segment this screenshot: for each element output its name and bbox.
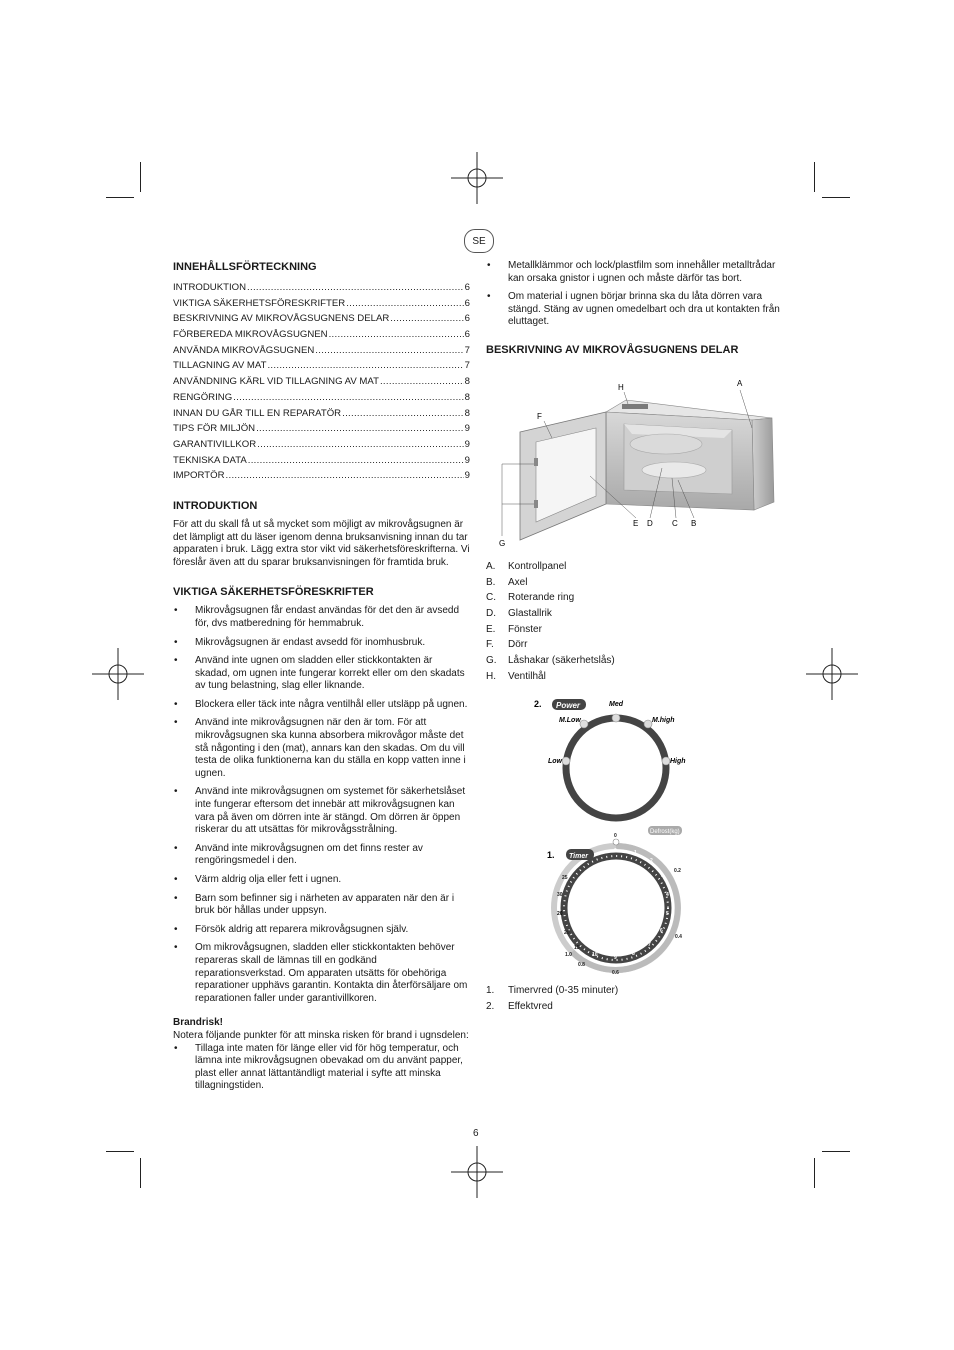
toc-entry[interactable]: IMPORTÖR ..... 9 [173,470,470,486]
power-level-mhigh: M.high [652,717,675,724]
timer-knob-title: Timer [569,853,588,860]
timer-knob [540,826,690,978]
safety-list-continued [486,260,786,329]
minute-mark: 20 [557,911,563,917]
parts-list [486,561,786,687]
microwave-illustration [494,376,784,552]
crop-mark [106,1151,134,1152]
language-badge: SE [464,229,494,253]
weight-mark: 0.8 [578,962,585,968]
power-level-high: High [670,758,686,765]
power-level-mlow: M.Low [559,717,581,724]
minute-mark: 20 [564,930,570,936]
safety-list [173,605,470,1005]
crop-mark [822,1151,850,1152]
parts-item: G. Låshakar (säkerhetslås) [486,655,615,667]
minute-mark: 10 [592,952,598,958]
label-b: B [691,519,697,528]
crop-mark [822,197,850,198]
minute-mark: 0 [614,848,617,854]
fire-item: • Tillaga inte maten för länge eller vid för hög temperatur, och lämna inte mikrovågsugnen obevakad om du använt papper, plast eller annat lättantändligt material i syfte att minska tillagningstiden. [173,1043,470,1093]
safety-item: • Använd inte ugnen om sladden eller stickkontakten är skadad, om ugnen inte fungerar korrekt eller om den skadats av tung belastning, slag eller liknande. [173,655,470,693]
safety-heading: VIKTIGA SÄKERHETSFÖRESKRIFTER [173,586,374,599]
minute-mark: 25 [562,875,568,881]
parts-item: H. Ventilhål [486,670,546,682]
intro-heading: INTRODUKTION [173,499,258,512]
label-h: H [618,383,624,392]
safety-item: • Använd inte mikrovågsugnen när den är tom. För att mikrovågsugnen ska kunna absorbera mikrovågor måste det stå någonting i den (mat), annars kan den skadas. Om du vill testa de olika funktionerna kan du ställa en kopp vatten inne i ugnen. [173,717,470,780]
minute-mark: 15 [574,945,580,951]
crop-mark [814,162,815,192]
safety-item: • Använd inte mikrovågsugnen om det finns rester av rengöringsmedel i den. [173,843,470,868]
power-knob-title: Power [556,701,581,710]
toc-entry[interactable]: ANVÄNDNING KÄRL VID TILLAGNING AV MAT ..... 8 [173,376,470,392]
label-c: C [672,519,678,528]
fire-heading: Brandrisk! [173,1017,224,1029]
toc-entry[interactable]: TEKNISKA DATA ..... 9 [173,455,470,471]
minute-mark: 2 [650,858,653,864]
crop-mark [140,162,141,192]
power-knob [528,694,698,824]
minute-mark: 4 [666,892,669,898]
toc-entry[interactable]: GARANTIVILLKOR ..... 9 [173,439,470,455]
registration-mark [806,648,858,700]
minute-mark: 6 [660,928,663,934]
parts-item: F. Dörr [486,639,528,651]
controls-item: 1. Timervred (0-35 minuter) [486,985,619,996]
toc-entry[interactable]: TIPS FÖR MILJÖN ..... 9 [173,423,470,439]
safety-item: • Barn som befinner sig i närheten av apparaten när den är i bruk bör hållas under uppsyn. [173,893,470,918]
minute-mark: 5 [666,911,669,917]
fire-list [173,1043,470,1093]
toc-entry[interactable]: INNAN DU GÅR TILL EN REPARATÖR ..... 8 [173,408,470,424]
safety-item: • Använd inte mikrovågsugnen om systemet för säkerhetslåset inte fungerar eftersom det innebär att mikrovågsugnen kan vara på även om dörren inte är stängd. Om dörren är öppen riskerar du att utsättas för mikrovågsstrålning. [173,786,470,836]
safety-item: • Om mikrovågsugnen, sladden eller stickkontakten behöver repareras skall de lämnas till en godkänd reparationsverkstad. Om apparaten utsätts för obehöriga reparationer upphävs garantin. Kontakta din återförsäljare om reparationen faller under garantivillkoren. [173,942,470,1005]
label-g: G [499,539,506,548]
toc-entry[interactable]: BESKRIVNING AV MIKROVÅGSUGNENS DELAR ..... 6 [173,313,470,329]
parts-item: C. Roterande ring [486,592,575,604]
minute-mark: 8 [632,951,635,957]
timer-knob-number: 1. [547,850,555,860]
registration-mark [451,1146,503,1198]
toc-entry[interactable]: FÖRBEREDA MIKROVÅGSUGNEN ..... 6 [173,329,470,345]
minute-mark: 7 [648,942,651,948]
toc-entry[interactable]: RENGÖRING ..... 8 [173,392,470,408]
minute-mark: 3 [661,873,664,879]
controls-list [486,985,786,1016]
minute-mark: 30 [557,892,563,898]
left-column [173,260,470,1099]
weight-mark: 0.6 [612,970,619,976]
weight-mark: 0.2 [674,868,681,874]
safety-item: • Mikrovågsugnen får endast användas för det den är avsedd för, dvs matberedning för hemmabruk. [173,605,470,630]
safety-item: • Om material i ugnen börjar brinna ska du låta dörren vara stängd. Stäng av ugnen omedelbart och dra ut kontakten från eluttaget. [486,291,786,329]
power-level-low: Low [548,758,562,765]
safety-item: • Försök aldrig att reparera mikrovågsugnen själv. [173,924,470,937]
safety-item: • Mikrovågsugnen är endast avsedd för inomhusbruk. [173,637,470,650]
minute-mark: 1 [634,850,637,856]
weight-mark: 0.4 [675,934,682,940]
label-d: D [647,519,653,528]
crop-mark [814,1158,815,1188]
registration-mark [92,648,144,700]
minute-mark: 9 [614,955,617,961]
parts-item: A. Kontrollpanel [486,561,567,572]
parts-item: B. Axel [486,576,528,588]
safety-item: • Värm aldrig olja eller fett i ugnen. [173,874,470,887]
page-number: 6 [473,1128,479,1139]
right-column [486,260,786,357]
fire-text: Notera följande punkter för att minska risken för brand i ugnsdelen: [173,1029,469,1041]
safety-item: • Metallklämmor och lock/plastfilm som innehåller metalltrådar kan orsaka gnistor i ugnen och måste därför tas bort. [486,260,786,285]
parts-item: E. Fönster [486,623,542,635]
power-knob-number: 2. [534,699,542,709]
power-level-med: Med [609,701,623,708]
toc-entry[interactable]: TILLAGNING AV MAT ..... 7 [173,360,470,376]
table-of-contents [173,282,470,486]
registration-mark [451,152,503,204]
crop-mark [140,1158,141,1188]
controls-item: 2. Effektvred [486,1000,553,1012]
label-a: A [737,379,743,388]
parts-item: D. Glastallrik [486,608,552,620]
intro-text: För att du skall få ut så mycket som möjligt av mikrovågsugnen är det lämpligt att du läser igenom denna bruksanvisning innan du tar apparaten i bruk. Lägg extra stor vikt vid säkerhetsföreskrifterna. Vi föreslår även att du sparar bruksanvisningen för framtida bruk. [173,518,470,568]
toc-entry[interactable]: VIKTIGA SÄKERHETSFÖRESKRIFTER ..... 6 [173,298,470,314]
toc-heading: INNEHÅLLSFÖRTECKNING [173,261,317,273]
toc-entry[interactable]: ANVÄNDA MIKROVÅGSUGNEN ..... 7 [173,345,470,361]
weight-mark: 1.0 [565,952,572,958]
safety-item: • Blockera eller täck inte några ventilhål eller utsläpp på ugnen. [173,699,470,712]
label-e: E [633,519,639,528]
weight-mark: 0 [614,833,617,839]
defrost-label: Defrost(kg) [650,829,680,835]
toc-entry[interactable]: INTRODUKTION ..... 6 [173,282,470,298]
parts-heading: BESKRIVNING AV MIKROVÅGSUGNENS DELAR [486,343,739,356]
label-f: F [537,412,542,421]
crop-mark [106,197,134,198]
